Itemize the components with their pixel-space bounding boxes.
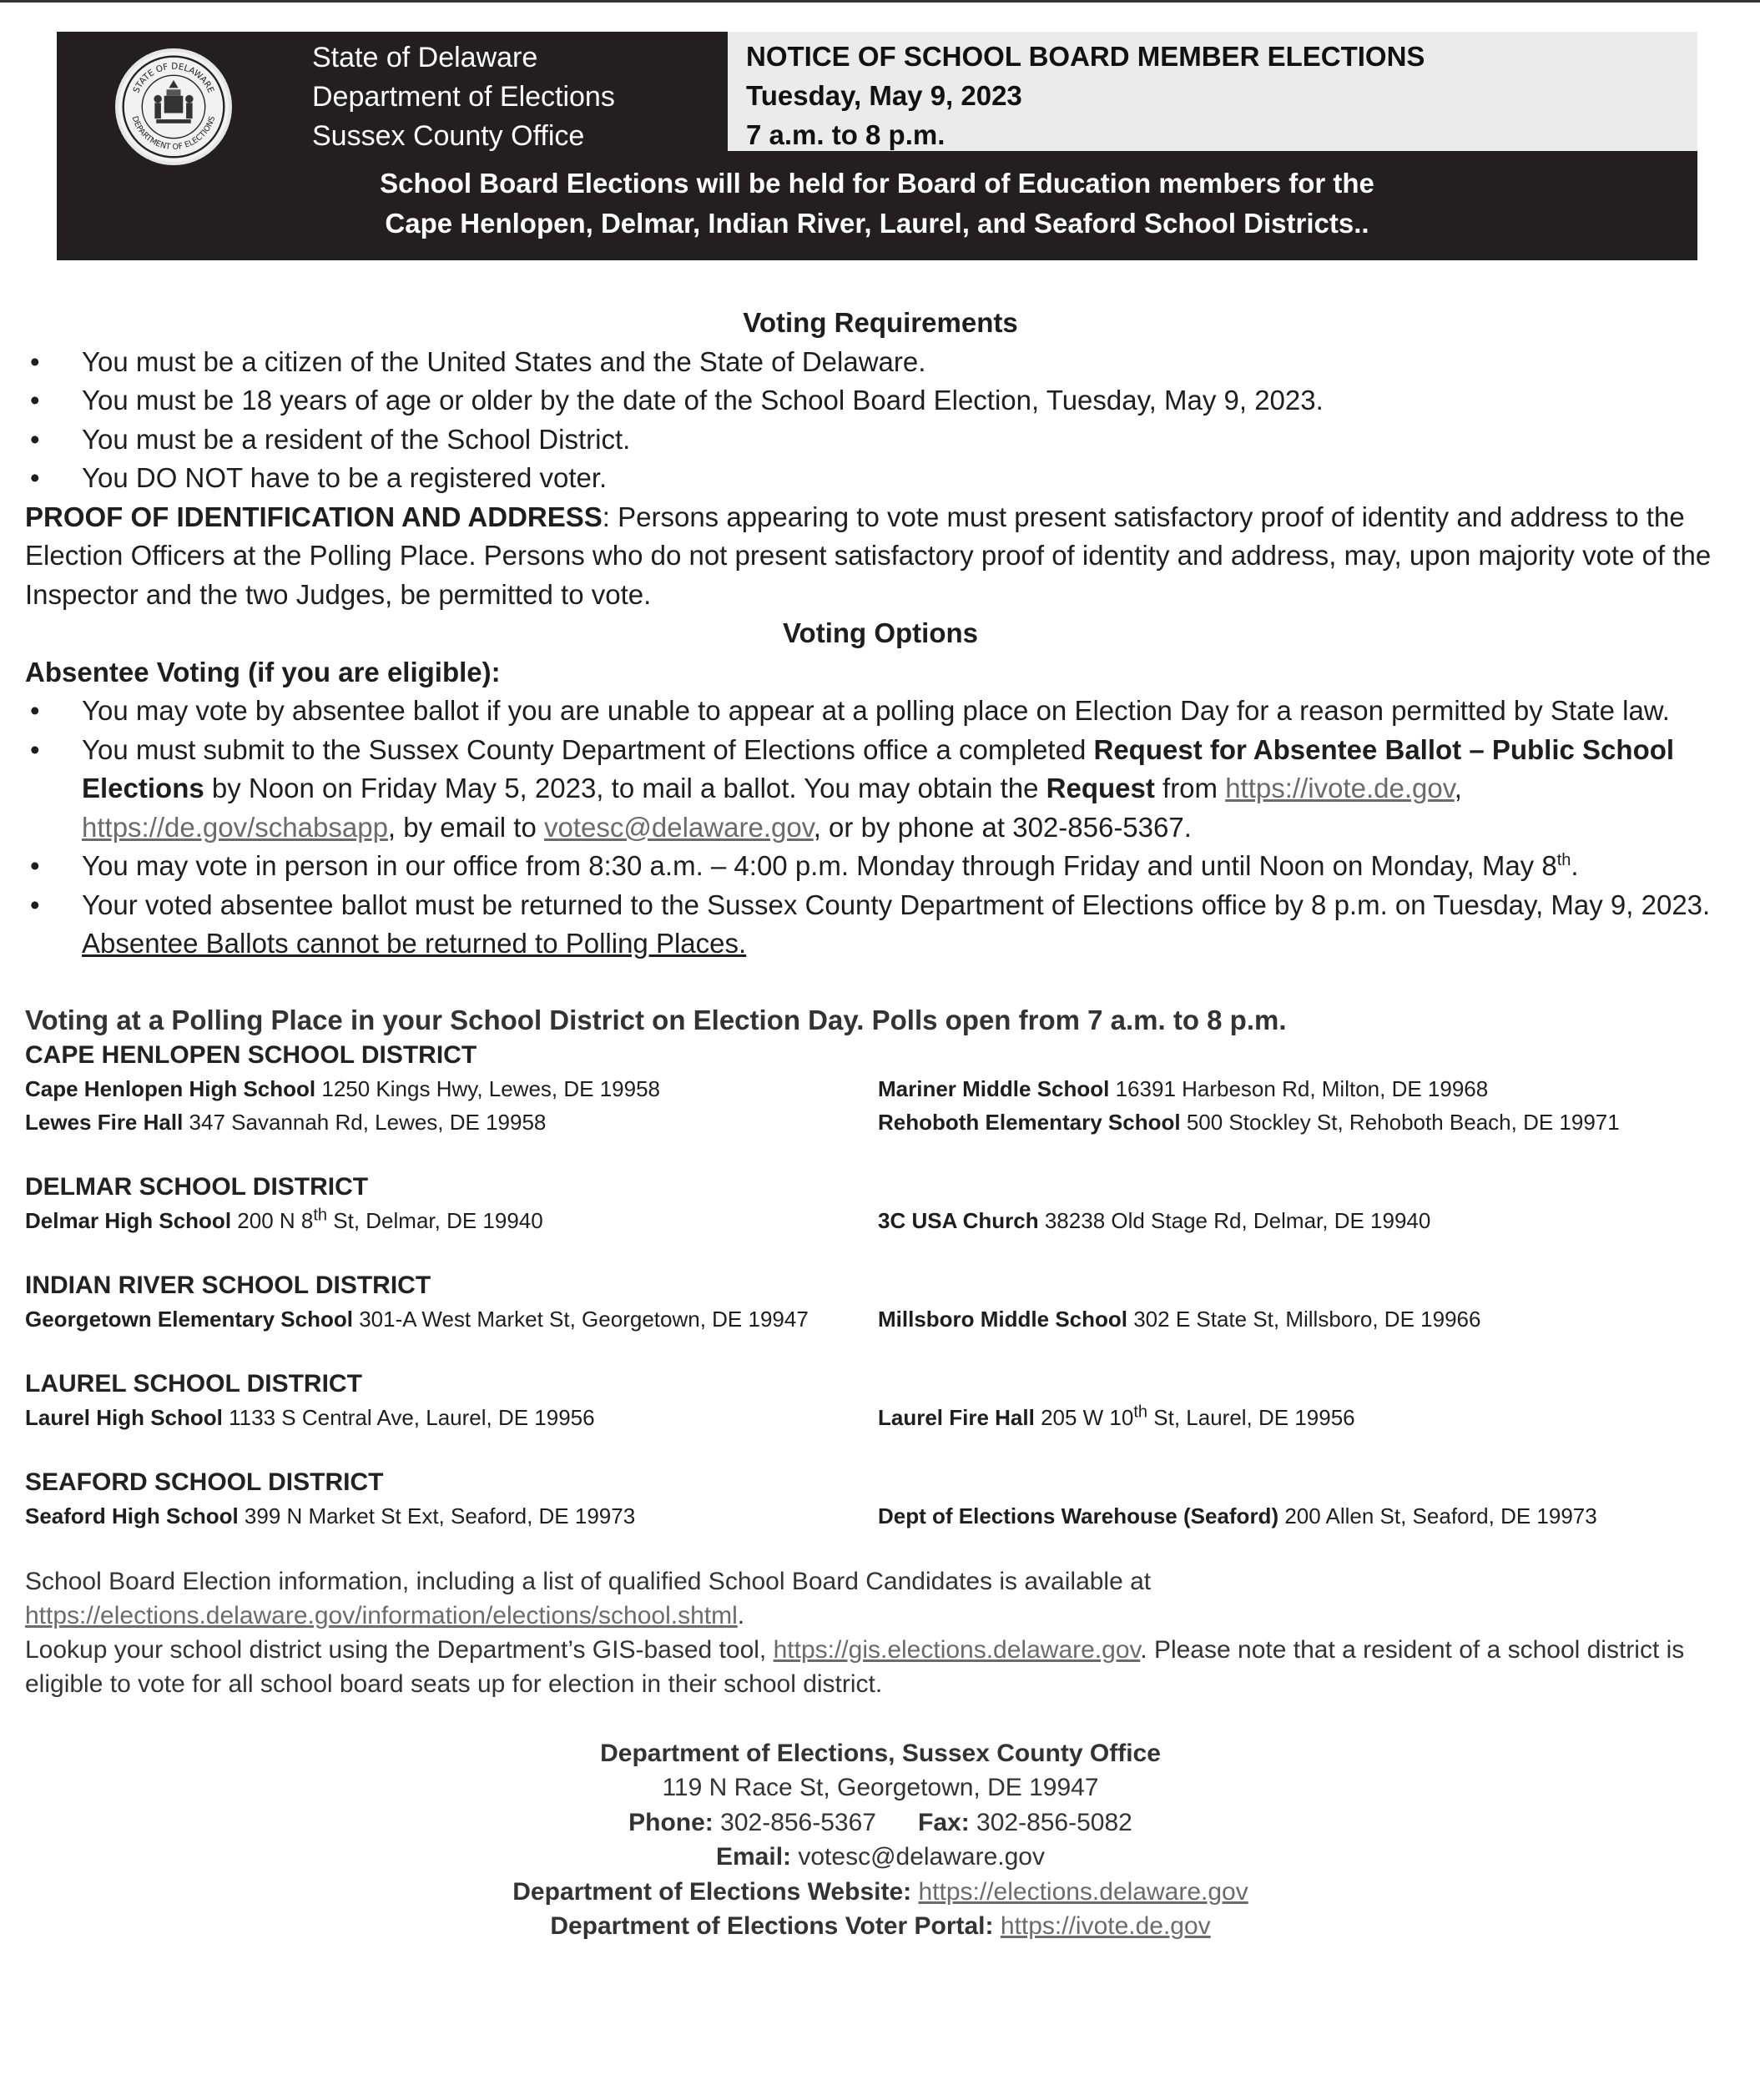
district-title: LAUREL SCHOOL DISTRICT (25, 1369, 362, 1397)
requirement-item: • You must be a resident of the School District. (25, 421, 1736, 460)
polling-row (25, 1401, 1736, 1434)
district-title: DELMAR SCHOOL DISTRICT (25, 1172, 369, 1201)
notice-title: NOTICE OF SCHOOL BOARD MEMBER ELECTIONS (746, 41, 1425, 72)
text: You may vote in person in our office from 8:30 a.m. – 4:00 p.m. Monday through Friday and until Noon on Monday, May 8 (82, 850, 1557, 881)
proof-paragraph (25, 498, 1736, 615)
district-delmar (25, 1171, 1736, 1237)
options-title: Voting Options (782, 617, 978, 648)
info-line: School Board Election information, including a list of qualified School Board Candidates is available at (25, 1567, 1152, 1595)
phone-value: 302-856-5367 (713, 1808, 876, 1836)
text: , or by phone at 302-856-5367. (813, 811, 1192, 843)
footer-org: Department of Elections, Sussex County Office (600, 1739, 1161, 1767)
request-form-name: Request for Absentee Ballot – Public School Elections (82, 733, 1675, 803)
polling-site (25, 1302, 809, 1336)
site-name: Millsboro Middle School (878, 1306, 1127, 1332)
site-address: 302 E State St, Millsboro, DE 19966 (1127, 1306, 1481, 1332)
school-elections-link[interactable]: https://elections.delaware.gov/information/elections/school.shtml (25, 1601, 738, 1629)
fax-label: Fax: (918, 1808, 970, 1836)
polling-row (25, 1499, 1736, 1533)
agency-line-office: Sussex County Office (312, 120, 585, 152)
portal-link[interactable]: https://ivote.de.gov (1000, 1912, 1211, 1940)
requirement-item: • You DO NOT have to be a registered voter. (25, 459, 1736, 498)
site-address: 1250 Kings Hwy, Lewes, DE 19958 (315, 1075, 661, 1101)
site-address: St, Delmar, DE 19940 (327, 1207, 543, 1233)
polling-site (25, 1072, 660, 1105)
site-address: 205 W 10 (1034, 1404, 1134, 1430)
polling-site (878, 1401, 1355, 1434)
superscript: th (1133, 1402, 1148, 1421)
site-name: Lewes Fire Hall (25, 1109, 184, 1135)
footer-portal (25, 1909, 1736, 1944)
polling-site (878, 1105, 1620, 1139)
phone-label: Phone: (628, 1808, 714, 1836)
spacer (25, 964, 1736, 1002)
absentee-item (25, 731, 1736, 848)
absentee-warning: Absentee Ballots cannot be returned to Polling Places. (82, 928, 747, 959)
text: You must submit to the Sussex County Department of Elections office a completed (82, 733, 1094, 765)
gis-link[interactable]: https://gis.elections.delaware.gov (773, 1635, 1141, 1664)
polling-site (878, 1204, 1430, 1237)
info-line (25, 1599, 1736, 1633)
requirement-item: • You must be 18 years of age or older by the date of the School Board Election, Tuesday, May 9, 2023. (25, 381, 1736, 421)
notice-body (25, 304, 1736, 1944)
proof-text: : Persons appearing to vote must present satisfactory proof of identity and address to the Election Officers at the Polling Place. Persons who do not present satisfactory proof of identity and address, may, upon majority vote of the Inspector and the two Judges, be permitted to vote. (25, 501, 1712, 610)
polling-site (878, 1072, 1488, 1105)
site-name: Mariner Middle School (878, 1075, 1110, 1101)
text: . Please note that a resident of a school district is eligible to vote for all school board seats up for election in their school district. (25, 1635, 1685, 1698)
portal-label: Department of Elections Voter Portal: (550, 1912, 994, 1940)
absentee-item (25, 886, 1736, 964)
requirements-title: Voting Requirements (743, 307, 1018, 338)
website-label: Department of Elections Website: (512, 1877, 912, 1906)
svg-text:DEPARTMENT OF ELECTIONS: DEPARTMENT OF ELECTIONS (129, 114, 218, 153)
info-line (25, 1633, 1736, 1701)
footer-email (25, 1840, 1736, 1875)
state-seal-logo (115, 48, 232, 165)
polling-site (25, 1499, 635, 1533)
site-address: 1133 S Central Ave, Laurel, DE 19956 (222, 1404, 595, 1430)
agency-line-department: Department of Elections (312, 81, 615, 113)
site-address: 301-A West Market St, Georgetown, DE 19947 (352, 1306, 809, 1332)
text: . (1571, 850, 1579, 881)
website-link[interactable]: https://elections.delaware.gov (918, 1877, 1248, 1906)
notice-date: Tuesday, May 9, 2023 (746, 80, 1022, 111)
text: Your voted absentee ballot must be returned to the Sussex County Department of Elections office by 8 p.m. on Tuesday, May 9, 2023. (82, 889, 1711, 920)
site-name: Dept of Elections Warehouse (Seaford) (878, 1503, 1279, 1528)
polling-row (25, 1072, 1736, 1105)
banner-line-1: School Board Elections will be held for Board of Education members for the (380, 168, 1374, 199)
site-name: Laurel High School (25, 1404, 223, 1430)
district-indian-river (25, 1269, 1736, 1336)
site-name: Laurel Fire Hall (878, 1404, 1035, 1430)
text: , by email to (387, 811, 544, 843)
superscript: th (313, 1205, 328, 1224)
request-word: Request (1046, 773, 1155, 803)
site-address: St, Laurel, DE 19956 (1147, 1404, 1355, 1430)
site-address: 200 Allen St, Seaford, DE 19973 (1278, 1503, 1597, 1528)
district-seaford (25, 1466, 1736, 1533)
site-address: 399 N Market St Ext, Seaford, DE 19973 (238, 1503, 636, 1528)
agency-line-state: State of Delaware (312, 42, 538, 73)
footer-address: 119 N Race St, Georgetown, DE 19947 (662, 1774, 1099, 1801)
header-block (57, 32, 1697, 260)
site-address: 200 N 8 (231, 1207, 314, 1233)
text: from (1154, 773, 1226, 803)
email-link[interactable]: votesc@delaware.gov (544, 811, 814, 843)
polling-site (25, 1401, 595, 1434)
proof-label: PROOF OF IDENTIFICATION AND ADDRESS (25, 501, 603, 532)
absentee-list (25, 692, 1736, 964)
district-title: SEAFORD SCHOOL DISTRICT (25, 1468, 384, 1496)
superscript: th (1556, 851, 1571, 869)
agency-name (312, 38, 615, 156)
absentee-item: • You may vote by absentee ballot if you are unable to appear at a polling place on Election Day for a reason permitted by State law. (25, 692, 1736, 731)
polling-site (25, 1105, 546, 1139)
site-address: 347 Savannah Rd, Lewes, DE 19958 (183, 1109, 547, 1135)
site-name: Delmar High School (25, 1207, 232, 1233)
district-laurel (25, 1367, 1736, 1434)
fax-value: 302-856-5082 (969, 1808, 1132, 1836)
footer-phone-fax (25, 1805, 1736, 1841)
district-cape-henlopen (25, 1039, 1736, 1139)
polling-row (25, 1105, 1736, 1139)
polls-heading: Voting at a Polling Place in your School District on Election Day. Polls open from 7 a.m. to 8 p.m. (25, 1004, 1287, 1035)
site-name: 3C USA Church (878, 1207, 1039, 1233)
notice-box (728, 32, 1697, 151)
text: . (737, 1601, 745, 1629)
district-title: INDIAN RIVER SCHOOL DISTRICT (25, 1271, 431, 1299)
polling-site (878, 1302, 1480, 1336)
election-info (25, 1564, 1736, 1701)
polling-site (878, 1499, 1597, 1533)
top-rule (0, 0, 1760, 3)
svg-text:STATE OF DELAWARE: STATE OF DELAWARE (131, 61, 216, 95)
schabsapp-link[interactable]: https://de.gov/schabsapp (82, 811, 388, 843)
district-title: CAPE HENLOPEN SCHOOL DISTRICT (25, 1040, 477, 1069)
email-value: votesc@delaware.gov (791, 1843, 1045, 1871)
contact-footer (25, 1736, 1736, 1944)
site-address: 38238 Old Stage Rd, Delmar, DE 19940 (1038, 1207, 1431, 1233)
absentee-heading: Absentee Voting (if you are eligible): (25, 656, 501, 687)
site-name: Seaford High School (25, 1503, 239, 1528)
text: Lookup your school district using the Department’s GIS-based tool, (25, 1635, 774, 1664)
banner-line-2: Cape Henlopen, Delmar, Indian River, Laurel, and Seaford School Districts.. (385, 208, 1369, 239)
text: , (1454, 773, 1462, 803)
requirements-list (25, 343, 1736, 498)
site-name: Cape Henlopen High School (25, 1075, 316, 1101)
requirement-item: • You must be a citizen of the United States and the State of Delaware. (25, 343, 1736, 382)
absentee-item (25, 847, 1736, 886)
polling-row (25, 1204, 1736, 1237)
site-address: 500 Stockley St, Rehoboth Beach, DE 19971 (1180, 1109, 1620, 1135)
polling-row (25, 1302, 1736, 1336)
text: by Noon on Friday May 5, 2023, to mail a ballot. You may obtain the (204, 773, 1046, 803)
email-label: Email: (716, 1843, 792, 1871)
site-name: Georgetown Elementary School (25, 1306, 353, 1332)
seal-icon (119, 52, 229, 162)
ivote-link[interactable]: https://ivote.de.gov (1225, 773, 1455, 803)
notice-hours: 7 a.m. to 8 p.m. (746, 119, 946, 150)
footer-website (25, 1875, 1736, 1910)
site-name: Rehoboth Elementary School (878, 1109, 1181, 1135)
site-address: 16391 Harbeson Rd, Milton, DE 19968 (1109, 1075, 1489, 1101)
election-banner (57, 164, 1697, 244)
polling-site (25, 1204, 543, 1237)
